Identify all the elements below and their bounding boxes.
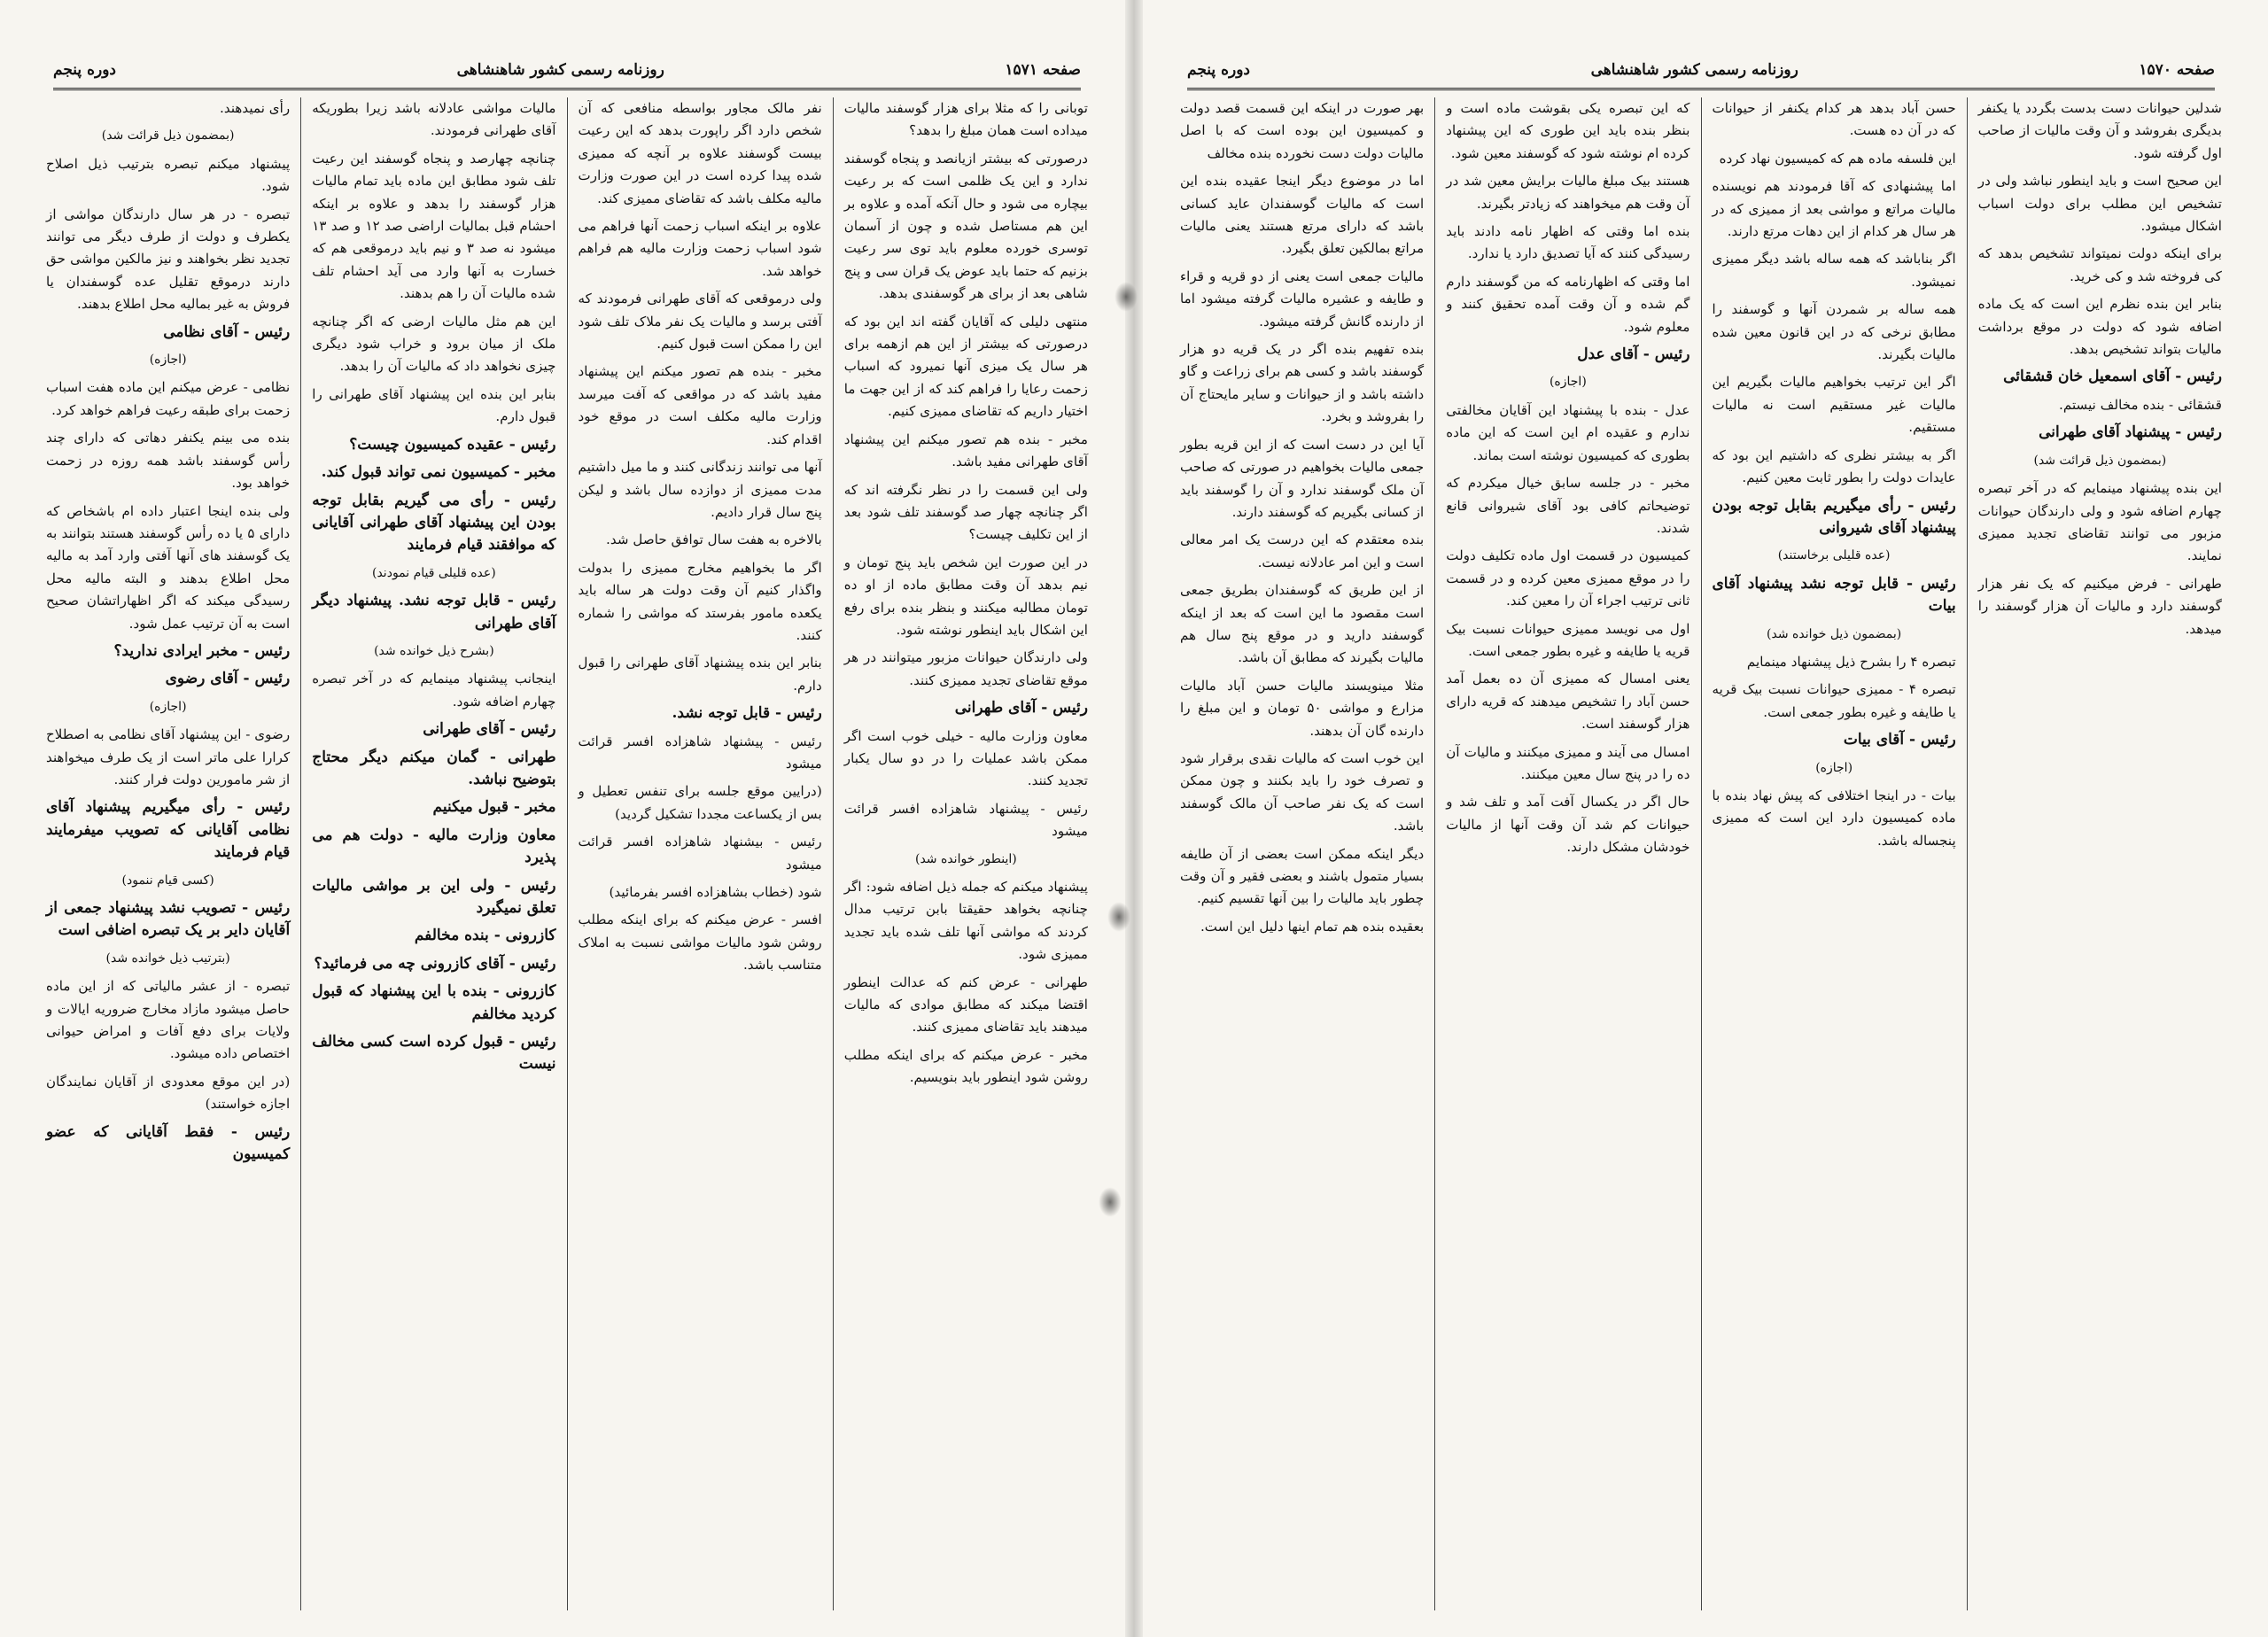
ink-smudge bbox=[1115, 282, 1138, 312]
speaker-line: رئیس - آقای رضوی bbox=[165, 670, 291, 688]
paragraph: مخبر - در جلسه سابق خیال میکردم که توضیحاتم کافی بود آقای شیروانی قانع شدند. bbox=[1446, 475, 1690, 536]
paragraph: اینجانب پیشنهاد مینمایم که در آخر تبصره چهارم اضافه شود. bbox=[312, 671, 556, 710]
right-page-paper-title: روزنامه رسمی کشور شاهنشاهی bbox=[1590, 61, 1798, 79]
speaker-line: کازرونی - بنده مخالفم bbox=[414, 927, 556, 945]
paragraph: مخبر - بنده هم تصور میکنم این پیشنهاد مفید باشد که در مواقعی که آفت میرسد وزارت مالیه مکلف است در موقع خود اقدام کند. bbox=[578, 363, 822, 447]
paragraph: اول می نویسد ممیزی حیوانات نسبت بیک قریه یا طایفه و غیره بطور جمعی است. bbox=[1446, 620, 1690, 659]
proceeding-note: (بمضمون ذیل قرائت شد) bbox=[101, 128, 235, 144]
paragraph: حال اگر در یکسال آفت آمد و تلف شد و حیوانات کم شد آن وقت آنها از مالیات خودشان مشکل دارند. bbox=[1446, 794, 1690, 856]
paragraph: اگر بناباشد که همه ساله باشد دیگر ممیزی نمیشود. bbox=[1712, 251, 1956, 290]
paragraph: رئیس - پیشنهاد شاهزاده افسر قرائت میشود bbox=[843, 800, 1088, 840]
paragraph: علاوه بر اینکه اسباب زحمت آنها فراهم می شود اسباب زحمت وزارت مالیه هم فراهم خواهد شد. bbox=[578, 218, 822, 279]
paragraph: (درایین موقع جلسه برای تنفس تعطیل و بس از یکساعت مجددا تشکیل گردید) bbox=[578, 783, 822, 822]
paragraph: امسال می آیند و ممیزی میکنند و مالیات آن ده را در پنج سال معین میکنند. bbox=[1446, 743, 1690, 782]
speaker-line: رئیس - فقط آقایانی که عضو کمیسیون bbox=[46, 1122, 291, 1164]
paragraph: معاون وزارت مالیه - خیلی خوب است اگر ممکن باشد عملیات را در دو سال یکبار تجدید کنند. bbox=[843, 727, 1088, 789]
paragraph: تبصره - در هر سال دارندگان مواشی از یکطرف و دولت از طرف دیگر می توانند تجدید نظر بخواهند و نیز مالکین مواشی حق دارند درموقع تقلیل عده گوسفندان یا فروش به غیر بمالیه محل اطلاع بدهند. bbox=[46, 206, 291, 313]
left-page-header bbox=[53, 55, 1081, 85]
speaker-line: رئیس - قبول کرده است کسی مخالف نیست bbox=[312, 1033, 556, 1074]
paragraph: این هم مثل مالیات ارضی که اگر چنانچه ملک از میان برود و خراب شود دیگری چیزی نخواهد داد که مالیات آن را بدهد. bbox=[312, 313, 556, 375]
paragraph: منتهی دلیلی که آقایان گفته اند این بود که درصورتی که بیشتر از این هم ازهمه برای هر سال یک میزی آنها نمیرود که اسباب زحمت رعایا را فراهم کند که از این جهت ما اختیار داریم که تقاضای ممیزی کنیم. bbox=[843, 313, 1088, 420]
proceeding-note: (کسی قیام ننمود) bbox=[121, 873, 214, 888]
paragraph: در این صورت این شخص باید پنج تومان و نیم بدهد آن وقت مطابق ماده از او ده تومان مطالبه میکنند و بنظر بنده برای رفع این اشکال باید اینطور نوشته شود. bbox=[843, 554, 1088, 638]
paragraph: مخبر - بنده هم تصور میکنم این پیشنهاد آقای طهرانی مفید باشد. bbox=[843, 431, 1088, 470]
paragraph: شدلین حیوانات دست بدست بگردد یا یکنفر بدیگری بفروشد و آن وقت مالیات از صاحب اول گرفته شود. bbox=[1977, 100, 2222, 161]
paragraph: رئیس - بیشنهاد شاهزاده افسر قرائت میشود bbox=[578, 834, 822, 873]
paragraph: طهرانی - فرض میکنیم که یک نفر هزار گوسفند دارد و مالیات آن هزار گوسفند را میدهد. bbox=[1977, 575, 2222, 637]
paragraph: بالاخره به هفت سال توافق حاصل شد. bbox=[606, 531, 822, 548]
proceeding-note: (بمضمون ذیل قرائت شد) bbox=[2033, 453, 2167, 468]
paragraph: آیا این در دست است که از این قریه بطور جمعی مالیات بخواهیم در صورتی که صاحب آن ملک گوسفند ندارد و آن را گوسفند باید از کسانی بگیریم که گوسفند دارند. bbox=[1180, 436, 1425, 520]
speaker-line: رئیس - آقای عدل bbox=[1577, 345, 1690, 364]
paragraph: مثلا مینویسند مالیات حسن آباد مالیات مزارع و مواشی ۵۰ تومان و این مبلغ را دارنده گان آن بدهند. bbox=[1180, 677, 1425, 739]
paragraph: از این طریق که گوسفندان بطریق جمعی است مقصود ما این است که بعد از اینکه گوسفند دارید و در موقع پنج سال هم مالیات بگیرند که مطابق آن باشد. bbox=[1180, 582, 1425, 666]
paragraph: چنانچه چهارصد و پنجاه گوسفند این رعیت تلف شود مطابق این ماده باید تمام مالیات هزار گوسفند را بدهد و علاوه بر اینکه احشام قبل بمالیات اراضی صد ۱۲ و صد ۱۳ میشود نه صد ۳ و نیم باید درموقعی هم که خسارت به آنها وارد می آید احشام تلف شده مالیات آن را هم بدهند. bbox=[312, 150, 556, 302]
speaker-line: رئیس - تصویب نشد پیشنهاد جمعی از آقایان دایر بر یک تبصره اضافی است bbox=[46, 899, 291, 940]
speaker-line: رئیس - آقای بیات bbox=[1843, 731, 1956, 749]
paragraph: اگر به بیشتر نظری که داشتیم این بود که عایدات دولت را بطور ثابت معین کنیم. bbox=[1712, 446, 1956, 486]
paragraph: تبصره ۴ را بشرح ذیل پیشنهاد مینمایم bbox=[1746, 653, 1956, 670]
text-column bbox=[1701, 97, 1967, 1610]
paragraph: بنابر این بنده این پیشنهاد آقای طهرانی را قبول دارم. bbox=[312, 385, 556, 425]
paragraph: مخبر - عرض میکنم که برای اینکه مطلب روشن شود اینطور باید بنویسیم. bbox=[843, 1046, 1088, 1086]
paragraph: بنابر این بنده پیشنهاد آقای طهرانی را قبول دارم. bbox=[578, 655, 822, 694]
paragraph: اگر ما بخواهیم مخارج ممیزی را بدولت واگذار کنیم آن وقت دولت هر ساله باید یکعده مامور بفرستد که مواشی را شماره کنند. bbox=[578, 559, 822, 643]
paragraph: این خوب است که مالیات نقدی برقرار شود و تصرف خود را باید بکنند و چون ممکن است که یک نفر صاحب آن مالک گوسفند باشد. bbox=[1180, 749, 1425, 834]
speaker-line: رئیس - قابل توجه نشد. bbox=[672, 704, 822, 723]
left-page-columns bbox=[35, 97, 1099, 1610]
paragraph: رأی نمیدهند. bbox=[220, 100, 291, 116]
paragraph: یعنی امسال که ممیزی آن ده بعمل آمد حسن آباد را تشخیص میدهند که قریه دارای هزار گوسفند است. bbox=[1446, 671, 1690, 733]
paragraph: حسن آباد بدهد هر کدام یکنفر از حیوانات که در آن ده هست. bbox=[1712, 100, 1956, 139]
paragraph: اما وقتی که اظهارنامه که من گوسفند دارم گم شده و آن وقت آمده تحقیق کنند و معلوم شود. bbox=[1446, 273, 1690, 335]
speaker-line: معاون وزارت مالیه - دولت هم می پذیرد bbox=[312, 826, 556, 867]
paragraph: درصورتی که بیشتر ازیانصد و پنجاه گوسفند ندارد و این یک ظلمی است که بر رعیت بیچاره می شود و حال آنکه آمده و علاوه بر این هم مستاصل شده و چون از آسمان توسری خورده معلوم باید توی سر رعیت بزنیم که حتما باید عوض یک قران سی و پنج شاهی بعد از برای هر گوسفندی بدهد. bbox=[843, 150, 1088, 302]
proceeding-note: (عده قلیلی قیام نمودند) bbox=[372, 565, 496, 580]
speaker-line: رئیس - آقای نظامی bbox=[163, 322, 291, 341]
speaker-line: رئیس - آقای کازرونی چه می فرمائید؟ bbox=[314, 954, 556, 973]
right-page-header bbox=[1187, 55, 2215, 85]
paragraph: اما در موضوع دیگر اینجا عقیده بنده این است که مالیات گوسفندان عاید کسانی باشد که دارای مرتع هستند یعنی مالیات مراتع بمالکین تعلق بگیرد. bbox=[1180, 173, 1425, 257]
paragraph: آنها می توانند زندگانی کنند و ما میل داشتیم مدت ممیزی از دوازده سال باشد و لیکن پنج سال قرار دادیم. bbox=[578, 459, 822, 520]
right-page-edition: دوره پنجم bbox=[1187, 61, 1250, 79]
text-column bbox=[300, 97, 566, 1610]
paragraph: بنده می بینم یکنفر دهاتی که دارای چند رأس گوسفند باشد همه روزه در زحمت خواهد بود. bbox=[46, 430, 291, 492]
proceeding-note: (اجازه) bbox=[1549, 375, 1587, 390]
ink-smudge bbox=[1107, 902, 1130, 932]
paragraph: دیگر اینکه ممکن است بعضی از آن طایفه بسیار متمول باشند و بعضی فقیر و آن وقت چطور باید مالیات را بین آنها تقسیم کنیم. bbox=[1180, 845, 1425, 907]
page-gutter bbox=[1125, 0, 1143, 1637]
text-column bbox=[833, 97, 1099, 1610]
paragraph: تبصره - از عشر مالیاتی که از این ماده حاصل میشود مازاد مخارج ضروریه ایالات و ولایات برای دفع آفات و امراض حیوانی اختصاص داده میشود. bbox=[46, 978, 291, 1062]
right-page-columns bbox=[1169, 97, 2233, 1610]
paragraph: عدل - بنده با پیشنهاد این آقایان مخالفتی ندارم و عقیده ام این است که این ماده بطوری که کمیسیون نوشته است بماند. bbox=[1446, 401, 1690, 463]
speaker-line: رئیس - پیشنهاد آقای طهرانی bbox=[2039, 423, 2222, 442]
header-rule bbox=[53, 88, 1081, 90]
paragraph: مالیات جمعی است یعنی از دو قریه و قراء و طایفه و عشیره مالیات گرفته میشود اما از دارنده گانش گرفته میشود. bbox=[1180, 268, 1425, 330]
paragraph: پیشنهاد میکنم که جمله ذیل اضافه شود: اگر چنانچه بخواهد حقیقتا بابن ترتیب مدال کردند که مواشی آنها تلف شده باید تجدید ممیزی شود. bbox=[843, 879, 1088, 963]
paragraph: برای اینکه دولت نمیتواند تشخیص بدهد که کی فروخته شد و کی خرید. bbox=[1977, 245, 2222, 284]
proceeding-note: (اجازه) bbox=[149, 699, 187, 714]
speaker-line: رئیس - آقای طهرانی bbox=[954, 699, 1088, 718]
header-rule bbox=[1187, 88, 2215, 90]
paragraph: بنده معتقدم که این درست یک امر معالی است و این امر عادلانه نیست. bbox=[1180, 531, 1425, 570]
right-page-number: صفحه ۱۵۷۰ bbox=[2139, 61, 2215, 79]
paragraph: بنده تفهیم بنده اگر در یک قریه دو هزار گوسفند باشد و کسی هم برای زراعت و گاو داشته باشد و از حیوانات و سایر مایحتاج آن را بفروشد و بخرد. bbox=[1180, 341, 1425, 425]
speaker-line: رئیس - رأی می گیریم بقابل توجه بودن این پیشنهاد آقای طهرانی آقایانی که موافقند قیام فرمایند bbox=[312, 491, 556, 555]
proceeding-note: (اینطور خوانده شد) bbox=[915, 851, 1017, 866]
paragraph: رئیس - پیشنهاد شاهزاده افسر قرائت میشود bbox=[578, 733, 822, 772]
paragraph: بنابر این بنده نظرم این است که یک ماده اضافه شود که دولت در موقع برداشت مالیات بتواند تشخیص بدهد. bbox=[1977, 296, 2222, 358]
paragraph: توبانی را که مثلا برای هزار گوسفند مالیات میداده است همان مبلغ را بدهد؟ bbox=[843, 100, 1088, 139]
paragraph: (در این موقع معدودی از آقایان نمایندگان اجازه خواستند) bbox=[46, 1073, 291, 1113]
paragraph: ولی بنده اینجا اعتبار داده ام باشخاص که دارای ۵ یا ده رأس گوسفند هستند بتوانند به یک گوسفند های آنها آفتی وارد آمد به مالیه محل اطلاع بدهند و البته مالیه محل رسیدگی میکند که اگر اظهاراتشان صحیح است به آن ترتیب عمل شود. bbox=[46, 502, 291, 632]
speaker-line: رئیس - رأی میگیریم بقابل توجه بودن پیشنهاد آقای شیروانی bbox=[1712, 496, 1956, 537]
speaker-line: رئیس - عقیده کمیسیون چیست؟ bbox=[349, 435, 556, 454]
speaker-line: رئیس - آقای اسمعیل خان قشقائی bbox=[2003, 368, 2222, 386]
proceeding-note: (بترتیب ذیل خوانده شد) bbox=[105, 950, 230, 966]
proceeding-note: (عده قلیلی برخاستند) bbox=[1777, 548, 1891, 563]
left-page-number: صفحه ۱۵۷۱ bbox=[1005, 61, 1081, 79]
paragraph: هستند بیک مبلغ مالیات برایش معین شد در آن وقت هم میخواهند که زیادتر بگیرند. bbox=[1446, 173, 1690, 212]
right-page bbox=[1134, 0, 2268, 1637]
paragraph: نفر مالک مجاور بواسطه منافعی که آن شخص دارد اگر راپورت بدهد که این رعیت بیست گوسفند علاوه بر آنچه که ممیزی شده پیدا کرده است در این صورت وزارت مالیه مکلف باشد که تقاضای ممیزی کند. bbox=[578, 100, 822, 206]
paragraph: این صحیح است و باید اینطور نباشد ولی در تشخیص این مطلب برای دولت اسباب اشکال میشود. bbox=[1977, 173, 2222, 235]
paragraph: شود (خطاب بشاهزاده افسر بفرمائید) bbox=[609, 884, 822, 900]
paragraph: کمیسیون در قسمت اول ماده تکلیف دولت را در موقع ممیزی معین کرده و در قسمت ثانی ترتیب اجراء آن را معین کند. bbox=[1446, 547, 1690, 609]
paragraph: تبصره ۴ - ممیزی حیوانات نسبت بیک قریه یا طایفه و غیره بطور جمعی است. bbox=[1712, 681, 1956, 720]
paragraph: مالیات مواشی عادلانه باشد زیرا بطوریکه آقای طهرانی فرمودند. bbox=[312, 100, 556, 139]
paragraph: بهر صورت در اینکه این قسمت قصد دولت و کمیسیون این بوده است که با اصل مالیات دولت دست نخورده بنده مخالف bbox=[1180, 100, 1425, 161]
text-column bbox=[567, 97, 833, 1610]
paragraph: بنده اما وقتی که اظهار نامه دادند باید رسیدگی کنند که آیا تصدیق دارد یا ندارد. bbox=[1446, 223, 1690, 262]
speaker-line: رئیس - آقای طهرانی bbox=[423, 720, 556, 739]
proceeding-note: (بمضمون ذیل خوانده شد) bbox=[1767, 626, 1902, 641]
speaker-line: مخبر - کمیسیون نمی تواند قبول کند. bbox=[321, 463, 556, 482]
paragraph: ولی این قسمت را در نظر نگرفته اند که اگر چنانچه چهار صد گوسفند تلف شود بعد از این تکلیف چیست؟ bbox=[843, 481, 1088, 543]
text-column bbox=[1967, 97, 2233, 1610]
paragraph: قشقائی - بنده مخالف نیستم. bbox=[2059, 396, 2222, 413]
speaker-line: رئیس - مخبر ایرادی ندارید؟ bbox=[113, 641, 291, 660]
speaker-line: مخبر - قبول میکنیم bbox=[432, 798, 556, 817]
paragraph: نظامی - عرض میکنم این ماده هفت اسباب زحمت برای طبقه رعیت فراهم خواهد کرد. bbox=[46, 379, 291, 418]
left-page-paper-title: روزنامه رسمی کشور شاهنشاهی bbox=[456, 61, 664, 79]
ink-smudge bbox=[1099, 1187, 1122, 1217]
paragraph: همه ساله بر شمردن آنها و گوسفند را مطابق نرخی که در این قانون معین شده مالیات بگیرند. bbox=[1712, 301, 1956, 363]
speaker-line: رئیس - قابل توجه نشد پیشنهاد آقای بیات bbox=[1712, 574, 1956, 616]
text-column bbox=[1169, 97, 1434, 1610]
speaker-line: رئیس - ولی این بر مواشی مالیات تعلق نمیگیرد bbox=[312, 876, 556, 917]
proceeding-note: (اجازه) bbox=[1815, 760, 1853, 775]
proceeding-note: (بشرح ذیل خوانده شد) bbox=[374, 643, 494, 658]
proceeding-note: (اجازه) bbox=[149, 353, 187, 368]
paragraph: پیشنهاد میکنم تبصره بترتیب ذیل اصلاح شود. bbox=[46, 155, 291, 195]
left-page-edition: دوره پنجم bbox=[53, 61, 116, 79]
paragraph: که این تبصره یکی بقوشت ماده است و بنظر بنده باید این طوری که این پیشنهاد کرده ام نوشته شود که گوسفند معین شود. bbox=[1446, 100, 1690, 161]
paragraph: طهرانی - عرض کنم که عدالت اینطور اقتضا میکند که مطابق موادی که مالیات میدهند باید تقاضای ممیزی کنند. bbox=[843, 974, 1088, 1036]
speaker-line: کازرونی - بنده با این پیشنهاد که قبول کردید مخالفم bbox=[312, 982, 556, 1023]
text-column bbox=[35, 97, 300, 1610]
paragraph: این بنده پیشنهاد مینمایم که در آخر تبصره چهارم اضافه شود و ولی دارندگان حیوانات مزبور می توانند تقاضای تجدید ممیزی نمایند. bbox=[1977, 480, 2222, 564]
paragraph: بعقیده بنده هم تمام اینها دلیل این است. bbox=[1200, 918, 1425, 935]
paragraph: اما پیشنهادی که آقا فرمودند هم نویسنده مالیات مراتع و مواشی بعد از ممیزی که در هر سال هر کدام از این دهات مرتع دارند. bbox=[1712, 178, 1956, 240]
paragraph: بیات - در اینجا اختلافی که پیش نهاد بنده با ماده کمیسیون دارد این است که ممیزی پنجساله باشد. bbox=[1712, 787, 1956, 849]
speaker-line: رئیس - رأی میگیریم پیشنهاد آقای نظامی آقایانی که تصویب میفرمایند قیام فرمایند bbox=[46, 798, 291, 862]
paragraph: ولی درموقعی که آقای طهرانی فرمودند که آفتی برسد و مالیات یک نفر ملاک تلف شود این را ممکن است قبول کنیم. bbox=[578, 291, 822, 353]
paragraph: ولی دارندگان حیوانات مزبور میتوانند در هر موقع تقاضای تجدید ممیزی کنند. bbox=[843, 649, 1088, 688]
text-column bbox=[1434, 97, 1700, 1610]
paragraph: اگر این ترتیب بخواهیم مالیات بگیریم این مالیات غیر مستقیم است نه مالیات مستقیم. bbox=[1712, 374, 1956, 436]
speaker-line: طهرانی - گمان میکنم دیگر محتاج بتوضیح نباشد. bbox=[312, 748, 556, 788]
paragraph: افسر - عرض میکنم که برای اینکه مطلب روشن شود مالیات مواشی نسبت به املاک متناسب باشد. bbox=[578, 912, 822, 974]
paragraph: رضوی - این پیشنهاد آقای نظامی به اصطلاح کرارا علی ماتر است از یک طرف میخواهند از شر مامورین دولت فرار کنند. bbox=[46, 726, 291, 787]
paragraph: این فلسفه ماده هم که کمیسیون نهاد کرده bbox=[1719, 150, 1956, 167]
speaker-line: رئیس - قابل توجه نشد. پیشنهاد دیگر آقای طهرانی bbox=[312, 592, 556, 632]
